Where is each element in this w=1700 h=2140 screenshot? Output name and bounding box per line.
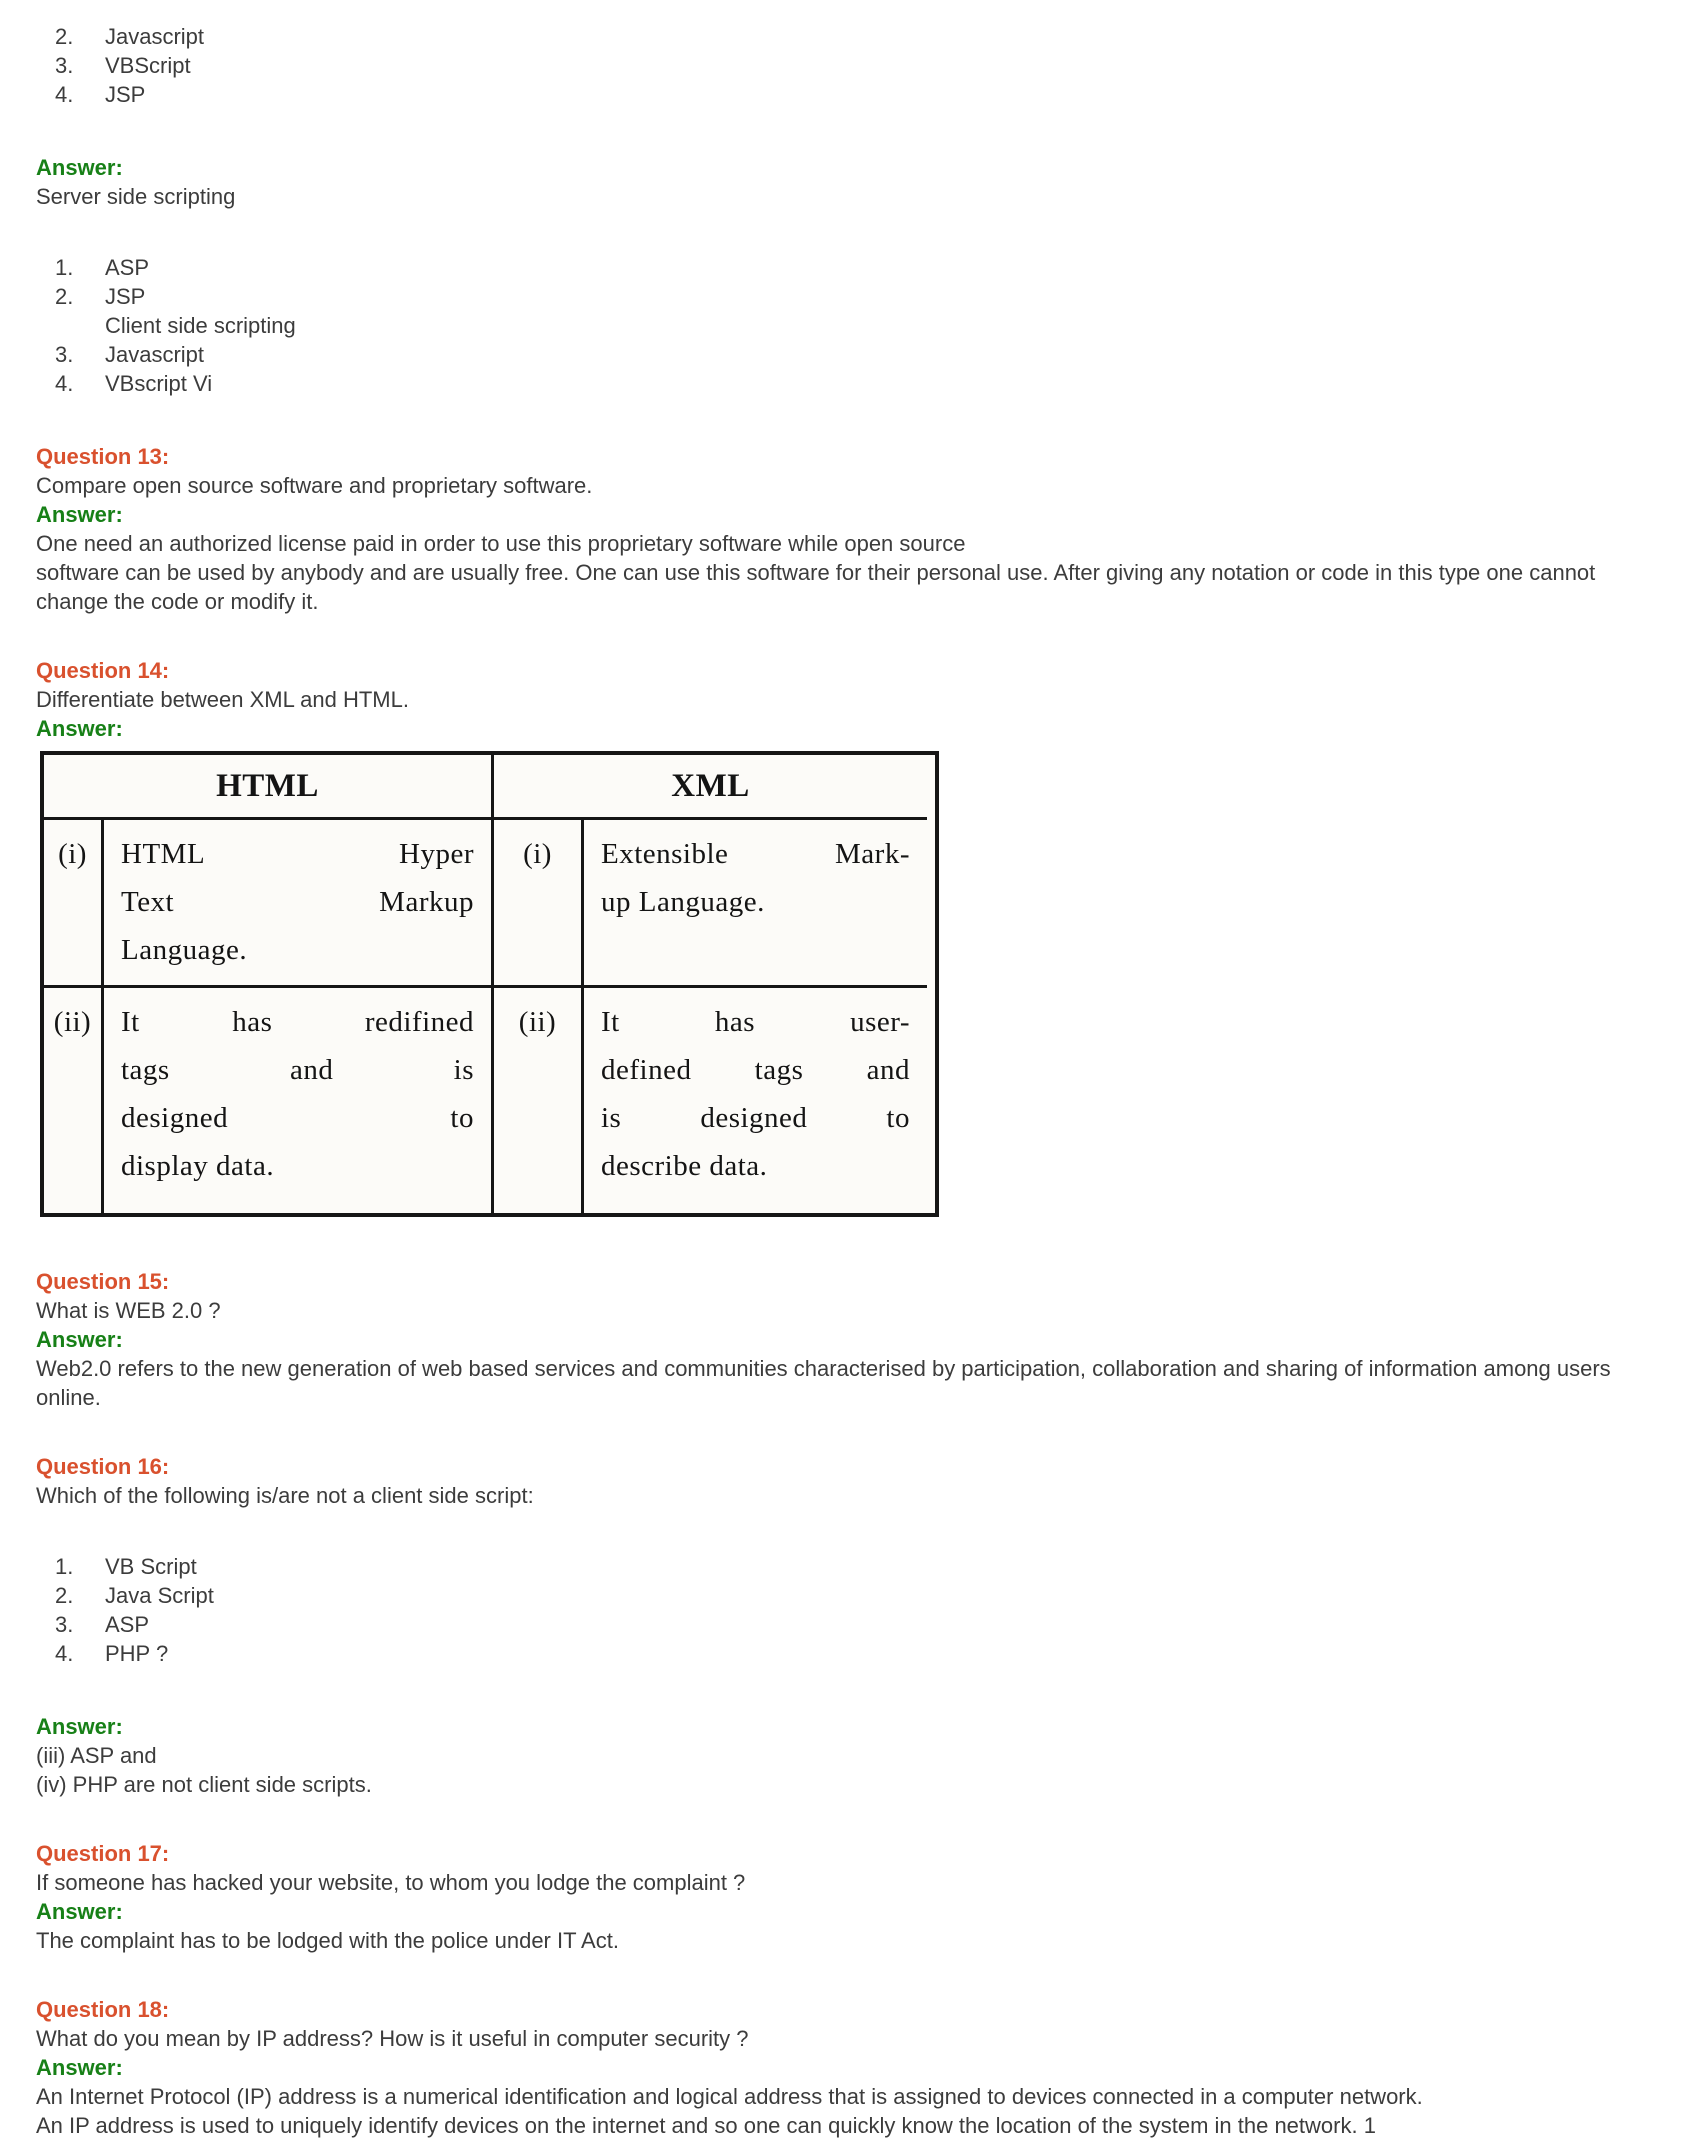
answer-text: Server side scripting [36, 184, 236, 209]
item-number: 2. [55, 284, 74, 309]
item-number: 3. [55, 53, 74, 78]
answer-line: One need an authorized license paid in order to use this proprietary software while open source [36, 531, 966, 556]
row-marker: (i) [44, 820, 104, 988]
item-number: 1. [55, 1554, 74, 1579]
item-number: 3. [55, 342, 74, 367]
item-number: 4. [55, 371, 74, 396]
server-side-options-list [55, 253, 1648, 398]
item-number: 2. [55, 1583, 74, 1608]
table-header-html: HTML [44, 755, 494, 820]
row-marker: (ii) [494, 988, 584, 1213]
table-cell-xml-i [584, 820, 927, 988]
answer-label: Answer: [36, 716, 123, 741]
item-number [55, 311, 105, 340]
answer-paragraph: Web2.0 refers to the new generation of web based services and communities characterised by participation, collaboration and sharing of information among users online. [36, 1356, 1611, 1410]
item-number: 4. [55, 1641, 74, 1666]
list-item [55, 282, 1648, 311]
cell-line: display data. [121, 1150, 275, 1182]
question-16-heading: Question 16: [36, 1454, 170, 1479]
question-16-text: Which of the following is/are not a client side script: [36, 1483, 534, 1508]
item-label: Client side scripting [105, 313, 296, 338]
answer-label: Answer: [36, 155, 123, 180]
item-number: 3. [55, 1612, 74, 1637]
row-marker: (ii) [44, 988, 104, 1213]
answer-line: (iii) ASP and [36, 1743, 157, 1768]
list-item [55, 1639, 1648, 1668]
table-cell-xml-ii [584, 988, 927, 1213]
question-17-text: If someone has hacked your website, to whom you lodge the complaint ? [36, 1870, 746, 1895]
question-14-text: Differentiate between XML and HTML. [36, 687, 409, 712]
list-item [55, 1552, 1648, 1581]
question-17-heading: Question 17: [36, 1841, 170, 1866]
question-15-text: What is WEB 2.0 ? [36, 1298, 221, 1323]
item-label: VBscript Vi [105, 371, 213, 396]
cell-line: HTML Hyper [121, 838, 474, 870]
answer-paragraph: software can be used by anybody and are usually free. One can use this software for their personal use. After giving any notation or code in this type one cannot change the code or modify it. [36, 560, 1596, 614]
cell-line: is designed to [601, 1102, 910, 1134]
answer-line: An Internet Protocol (IP) address is a numerical identification and logical address that is assigned to devices connected in a computer network. [36, 2084, 1423, 2109]
item-label: ASP [105, 1612, 150, 1637]
item-label: Javascript [105, 24, 205, 49]
question-18-text: What do you mean by IP address? How is it useful in computer security ? [36, 2026, 749, 2051]
question-18-heading: Question 18: [36, 1997, 170, 2022]
question-16-options-list [55, 1552, 1648, 1668]
row-marker: (i) [494, 820, 584, 988]
list-item [55, 80, 1648, 109]
item-label: JSP [105, 284, 146, 309]
item-label: VB Script [105, 1554, 197, 1579]
options-list-partial [55, 22, 1648, 109]
cell-line: It has redifined [121, 1006, 474, 1038]
answer-label: Answer: [36, 502, 123, 527]
question-13-text: Compare open source software and proprietary software. [36, 473, 593, 498]
item-label: ASP [105, 255, 150, 280]
answer-label: Answer: [36, 1327, 123, 1352]
cell-line: describe data. [601, 1150, 768, 1182]
answer-label: Answer: [36, 1899, 123, 1924]
cell-line: Extensible Mark- [601, 838, 910, 870]
list-item [55, 311, 1648, 340]
cell-line: designed to [121, 1102, 474, 1134]
item-label: Java Script [105, 1583, 214, 1608]
item-number: 1. [55, 255, 74, 280]
cell-line: up Language. [601, 886, 765, 918]
cell-line: Text Markup [121, 886, 474, 918]
item-label: PHP ? [105, 1641, 169, 1666]
answer-line: (iv) PHP are not client side scripts. [36, 1772, 372, 1797]
table-header-xml: XML [494, 755, 927, 820]
item-number: 2. [55, 24, 74, 49]
cell-line: defined tags and [601, 1054, 910, 1086]
cell-line: It has user- [601, 1006, 910, 1038]
list-item [55, 369, 1648, 398]
answer-line: The complaint has to be lodged with the police under IT Act. [36, 1928, 619, 1953]
question-13-heading: Question 13: [36, 444, 170, 469]
answer-label: Answer: [36, 1714, 123, 1739]
cell-line: Language. [121, 934, 248, 966]
cell-line: tags and is [121, 1054, 474, 1086]
list-item [55, 1610, 1648, 1639]
item-label: Javascript [105, 342, 205, 367]
question-15-heading: Question 15: [36, 1269, 170, 1294]
answer-line: An IP address is used to uniquely identify devices on the internet and so one can quickly know the location of the system in the network. 1 [36, 2113, 1376, 2138]
item-label: JSP [105, 82, 146, 107]
item-number: 4. [55, 82, 74, 107]
list-item [55, 51, 1648, 80]
html-xml-comparison-table [40, 751, 939, 1217]
question-14-heading: Question 14: [36, 658, 170, 683]
table-cell-html-i [104, 820, 494, 988]
list-item [55, 253, 1648, 282]
table-cell-html-ii [104, 988, 494, 1213]
list-item [55, 1581, 1648, 1610]
list-item [55, 22, 1648, 51]
list-item [55, 340, 1648, 369]
item-label: VBScript [105, 53, 191, 78]
answer-label: Answer: [36, 2055, 123, 2080]
